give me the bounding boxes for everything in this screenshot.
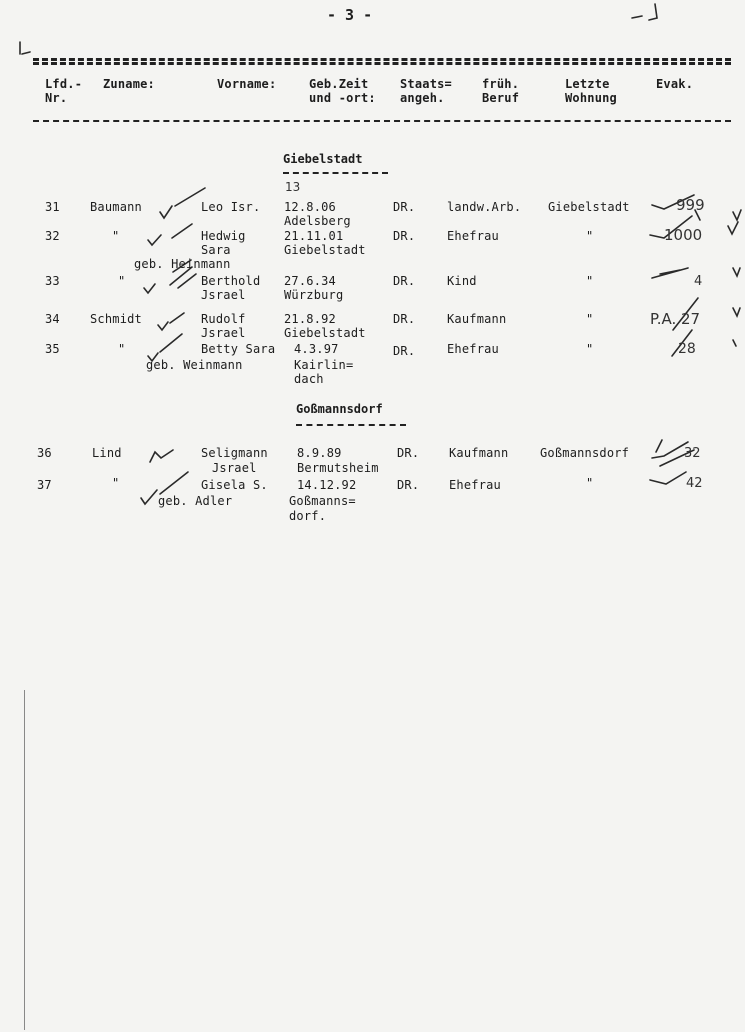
row-36-evak: 32 — [684, 446, 701, 461]
margin-check-34 — [733, 308, 740, 316]
row-32-vorname: Hedwig — [201, 229, 246, 243]
row-33-beruf: Kind — [447, 274, 477, 288]
row-31-beruf: landw.Arb. — [447, 200, 522, 214]
row-35-evak: 28 — [678, 341, 696, 357]
header-frueh: früh. — [482, 77, 520, 91]
header-nr: Nr. — [45, 91, 68, 105]
row-32-evak: 1000 — [664, 226, 703, 244]
row-32-geb-datum: 21.11.01 — [284, 229, 344, 243]
row-35-zuname: " — [118, 342, 126, 356]
margin-check-33 — [733, 268, 740, 276]
row-31-staat: DR. — [393, 200, 416, 214]
row-32-zuname: " — [112, 229, 120, 243]
row-31-zuname: Baumann — [90, 200, 142, 214]
evak-check-37 — [650, 472, 686, 484]
row-32-staat: DR. — [393, 229, 416, 243]
row-35-geb-ort: Kairlin= — [294, 358, 354, 372]
row-34-geb-ort: Giebelstadt — [284, 326, 366, 340]
check-mark-31 — [160, 188, 205, 218]
row-33-wohnung: " — [586, 274, 594, 288]
header-geb-ort: und -ort: — [309, 91, 376, 105]
row-35-geb-name: geb. Weinmann — [146, 358, 243, 372]
page-edge-shadow — [24, 690, 25, 1030]
row-34-vorname-2: Jsrael — [201, 326, 246, 340]
evak-check-33 — [652, 268, 688, 278]
row-33-zuname: " — [118, 274, 126, 288]
check-mark-34 — [158, 313, 184, 330]
handwritten-note: 13 — [285, 180, 301, 194]
row-31-geb-ort: Adelsberg — [284, 214, 351, 228]
row-36-geb-datum: 8.9.89 — [297, 446, 342, 460]
row-33-vorname-2: Jsrael — [201, 288, 246, 302]
margin-check-35 — [733, 340, 736, 346]
header-wohnung: Wohnung — [565, 91, 617, 105]
header-evak: Evak. — [656, 77, 694, 91]
check-mark-36 — [150, 450, 173, 462]
header-letzte: Letzte — [565, 77, 610, 91]
row-36-wohnung: Goßmannsdorf — [540, 446, 630, 460]
row-37-evak: 42 — [686, 476, 703, 491]
row-37-staat: DR. — [397, 478, 420, 492]
page-number: - 3 - — [327, 6, 373, 24]
row-34-staat: DR. — [393, 312, 416, 326]
row-37-nr: 37 — [37, 478, 52, 492]
row-35-beruf: Ehefrau — [447, 342, 499, 356]
row-37-vorname: Gisela S. — [201, 478, 268, 492]
row-35-vorname: Betty Sara — [201, 342, 276, 356]
row-34-wohnung: " — [586, 312, 594, 326]
row-32-wohnung: " — [586, 229, 594, 243]
row-31-wohnung: Giebelstadt — [548, 200, 630, 214]
row-37-geb-ort-2: dorf. — [289, 509, 327, 523]
section-title-giebelstadt: Giebelstadt — [283, 152, 363, 166]
section-underline — [296, 424, 406, 426]
header-rule-top — [33, 58, 731, 61]
row-37-geb-ort: Goßmanns= — [289, 494, 356, 508]
row-33-vorname: Berthold — [201, 274, 261, 288]
row-32-geb-name: geb. Heinmann — [134, 257, 231, 271]
top-right-mark — [632, 4, 657, 20]
row-35-wohnung: " — [586, 342, 594, 356]
row-36-beruf: Kaufmann — [449, 446, 509, 460]
row-33-staat: DR. — [393, 274, 416, 288]
row-34-nr: 34 — [45, 312, 60, 326]
row-34-evak: P.A. 27 — [650, 310, 701, 328]
header-vorname: Vorname: — [217, 77, 277, 91]
header-angeh: angeh. — [400, 91, 445, 105]
row-37-wohnung: " — [586, 476, 594, 490]
row-36-geb-ort: Bermutsheim — [297, 461, 379, 475]
row-35-geb-ort-2: dach — [294, 372, 324, 386]
row-36-staat: DR. — [397, 446, 420, 460]
check-mark-32 — [148, 224, 192, 245]
row-34-zuname: Schmidt — [90, 312, 142, 326]
row-36-nr: 36 — [37, 446, 52, 460]
row-31-evak: 999 — [676, 196, 705, 214]
header-zuname: Zuname: — [103, 77, 155, 91]
row-31-vorname: Leo Isr. — [201, 200, 261, 214]
row-32-vorname-2: Sara — [201, 243, 231, 257]
section-underline — [283, 172, 388, 174]
row-37-beruf: Ehefrau — [449, 478, 501, 492]
header-rule-bottom — [33, 120, 731, 122]
row-35-geb-datum: 4.3.97 — [294, 342, 339, 356]
check-mark-35 — [148, 334, 182, 361]
header-rule-top-2 — [33, 62, 731, 65]
header-lfd: Lfd.- — [45, 77, 83, 91]
row-35-staat: DR. — [393, 344, 416, 358]
row-37-geb-datum: 14.12.92 — [297, 478, 357, 492]
margin-check-32 — [728, 222, 738, 234]
row-31-nr: 31 — [45, 200, 60, 214]
row-33-nr: 33 — [45, 274, 60, 288]
row-35-nr: 35 — [45, 342, 60, 356]
header-staats: Staats= — [400, 77, 452, 91]
margin-check-31 — [733, 210, 741, 220]
section-title-gossmannsdorf: Goßmannsdorf — [296, 402, 383, 416]
row-31-geb-datum: 12.8.06 — [284, 200, 336, 214]
row-34-geb-datum: 21.8.92 — [284, 312, 336, 326]
row-36-vorname-2: Jsrael — [212, 461, 257, 475]
row-33-evak: 4 — [694, 274, 703, 289]
row-34-vorname: Rudolf — [201, 312, 246, 326]
left-margin-mark — [20, 42, 30, 54]
row-32-nr: 32 — [45, 229, 60, 243]
row-34-beruf: Kaufmann — [447, 312, 507, 326]
header-beruf: Beruf — [482, 91, 520, 105]
row-36-zuname: Lind — [92, 446, 122, 460]
row-37-zuname: " — [112, 476, 120, 490]
row-33-geb-datum: 27.6.34 — [284, 274, 336, 288]
header-geb-zeit: Geb.Zeit — [309, 77, 369, 91]
row-36-vorname: Seligmann — [201, 446, 268, 460]
row-32-geb-ort: Giebelstadt — [284, 243, 366, 257]
row-37-geb-name: geb. Adler — [158, 494, 233, 508]
row-32-beruf: Ehefrau — [447, 229, 499, 243]
row-33-geb-ort: Würzburg — [284, 288, 344, 302]
